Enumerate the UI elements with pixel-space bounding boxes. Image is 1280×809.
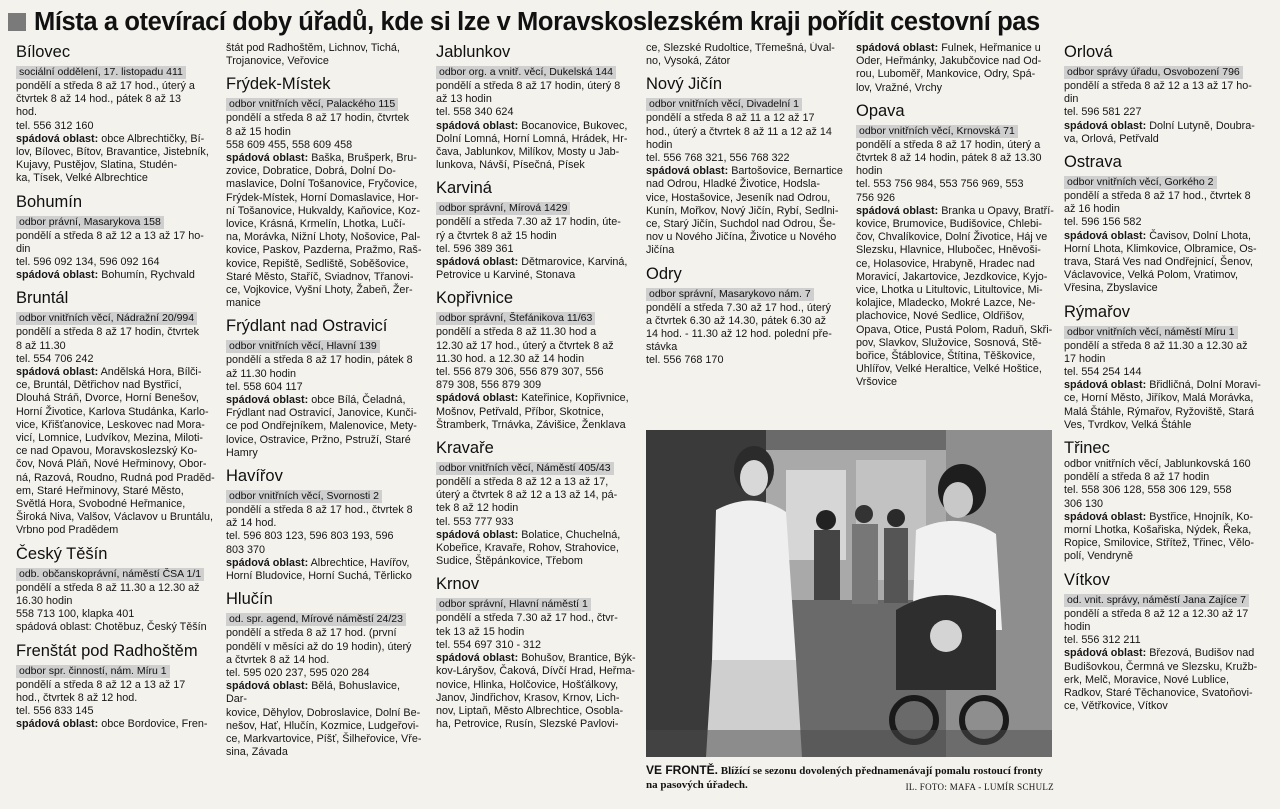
entry-line: Ves, Tvrdkov, Velká Štáhle [1064, 418, 1192, 431]
entry-line: Štramberk, Trnávka, Závišice, Ženklava [436, 418, 626, 431]
office-entry [646, 264, 846, 368]
entry-line: tel. 553 756 984, 553 756 969, 553 [856, 178, 1024, 191]
city-name: Třinec [1064, 439, 1110, 458]
city-name: Karviná [436, 179, 492, 198]
entry-line: 14 hod. - 11.30 až 12 hod. polední pře- [646, 328, 832, 341]
entry-line: pondělí a středa 8 až 12 a 13 až 17 ho- [16, 229, 204, 242]
entry-line: Ropice, Smilovice, Střítež, Třinec, Vělo- [1064, 537, 1255, 550]
headline [8, 4, 1274, 40]
entry-line: kovice, Repiště, Sedliště, Soběšovice, [226, 257, 409, 270]
city-name: Jablunkov [436, 43, 511, 61]
entry-line: Vrbno pod Pradědem [16, 524, 119, 537]
office-entry [436, 574, 636, 731]
area-label: spádová oblast: [436, 119, 519, 132]
entry-line: pondělí a středa 8 až 17 hod., úterý a [16, 80, 195, 92]
area-label: spádová oblast: [436, 652, 519, 665]
area-label: spádová oblast: [226, 556, 309, 569]
office-entry [436, 178, 636, 282]
entry-line: pondělí a středa 7.30 až 17 hod., čtvr- [436, 612, 618, 625]
column-4 [646, 42, 846, 422]
city-name: Nový Jičín [646, 75, 723, 94]
entry-line: bořice, Štáblovice, Štítina, Těškovice, [856, 350, 1036, 363]
entry-line: din [1064, 93, 1079, 106]
entry-line: ní Tošanovice, Hukvaldy, Kaňovice, Koz- [226, 204, 421, 217]
entry-line: tel. 556 879 306, 556 879 307, 556 [436, 366, 604, 379]
headline-square-icon [8, 13, 26, 31]
entry-line: hodin [856, 165, 883, 178]
entry-line: tel. 558 340 624 [436, 106, 514, 119]
office-address: odbor spr. činností, nám. Míru 1 [16, 665, 170, 678]
area-label: spádová oblast: [856, 204, 939, 217]
entry-line: kolajice, Mladecko, Mokré Lazce, Ne- [856, 297, 1036, 310]
area-label: spádová oblast: [226, 394, 309, 407]
entry-line: Dolní Lomná, Horní Lomná, Hrádek, Hr- [436, 132, 628, 145]
area-label: spádová oblast: [1064, 229, 1147, 242]
entry-line: ce, Markvartovice, Píšť, Šilheřovice, Vře- [226, 732, 422, 745]
office-address: odbor správní, Mírová 1429 [436, 202, 570, 215]
entry-line: Opava, Otice, Pustá Polom, Raduň, Skři- [856, 323, 1053, 336]
column-5 [856, 42, 1056, 422]
city-name: Odry [646, 264, 682, 283]
office-address: odbor vnitřních věcí, Palackého 115 [226, 98, 398, 111]
office-address: odbor vnitřních věcí, Nádražní 20/994 [16, 312, 197, 325]
entry-line: polí, Vendryně [1064, 550, 1134, 563]
entry-line: tel. 556 312 211 [1064, 634, 1141, 647]
entry-line: lovice, Krásná, Krmelín, Lhotka, Lučí- [226, 218, 406, 231]
office-entry [646, 42, 846, 68]
office-entry [226, 466, 424, 583]
entry-line: tek 8 až 12 hodin [436, 502, 519, 515]
entry-line: hodin [646, 138, 673, 151]
entry-line: Horní Životice, Karlova Studánka, Karlo- [16, 405, 209, 418]
entry-line: až 13 hodin [436, 93, 492, 106]
entry-line: nov, Liptaň, Město Albrechtice, Osobla- [436, 704, 624, 717]
entry-line: až 16 hodin [1064, 203, 1120, 216]
area-label: spádová oblast: [436, 528, 519, 541]
office-entry [856, 101, 1056, 390]
office-entry [856, 42, 1056, 95]
entry-line: rou, Luboměř, Mankovice, Odry, Spá- [856, 68, 1036, 81]
entry-line: Hamry [226, 446, 258, 459]
city-name: Rýmařov [1064, 302, 1131, 321]
entry-line: pondělí a středa 8 až 12 a 13 až 17 ho- [1064, 80, 1252, 92]
headline-text: Místa a otevírací doby úřadů, kde si lze v Moravskoslezském kraji pořídit cestovní pas [34, 7, 1040, 36]
entry-line: em, Staré Heřminovy, Staré Město, [16, 484, 184, 497]
office-entry [16, 544, 218, 635]
entry-line: spádová oblast: Andělská Hora, Bílči- [16, 366, 202, 379]
entry-line: nešov, Hať, Hlučín, Kozmice, Ludgeřovi- [226, 719, 419, 732]
entry-line: štát pod Radhoštěm, Lichnov, Tichá, [226, 42, 400, 54]
office-address: odbor vnitřních věcí, Svornosti 2 [226, 490, 382, 503]
entry-line: 756 926 [856, 191, 896, 204]
office-address: odbor správy úřadu, Osvobození 796 [1064, 66, 1243, 79]
entry-line: tel. 558 306 128, 558 306 129, 558 [1064, 484, 1232, 497]
city-name: Bohumín [16, 192, 83, 211]
entry-line: 8 až 15 hodin [226, 125, 291, 138]
entry-line: Malá Štáhle, Rýmařov, Ryžoviště, Stará [1064, 405, 1255, 418]
office-entry [1064, 570, 1272, 714]
entry-line: ce nad Opavou, Moravskoslezský Ko- [16, 445, 198, 458]
entry-line: Trojanovice, Veřovice [226, 55, 329, 68]
entry-line: manice [226, 297, 261, 310]
office-entry [436, 288, 636, 432]
entry-line: Horní Lhota, Klimkovice, Olbramice, Os- [1064, 242, 1257, 255]
column-1 [16, 42, 218, 802]
entry-line: spádová oblast: Bohumín, Rychvald [16, 269, 195, 282]
entry-line: spádová oblast: Bohušov, Brantice, Býk- [436, 652, 636, 665]
entry-line: pondělí a středa 8 až 12 a 13 až 17 [16, 678, 186, 691]
office-address: od. vnit. správy, náměstí Jana Zajíce 7 [1064, 594, 1249, 607]
office-address: odbor právní, Masarykova 158 [16, 216, 164, 229]
entry-line: pondělí a středa 8 až 17 hod., čtvrtek 8 [1064, 190, 1251, 203]
column-6 [1064, 42, 1272, 802]
entry-line: Budišovkou, Čermná ve Slezsku, Kružb- [1064, 660, 1258, 673]
entry-line: ce, Vojkovice, Vyšní Lhoty, Žabeň, Žer- [226, 284, 413, 297]
entry-line: úterý a čtvrtek 8 až 12 a 13 až 14, pá- [436, 489, 618, 502]
entry-line: čov, Nová Pláň, Nové Heřminovy, Obor- [16, 458, 207, 471]
entry-line: 12.30 až 17 hod., úterý a čtvrtek 8 až [436, 339, 614, 352]
city-name: Havířov [226, 467, 283, 486]
entry-line: hod., úterý a čtvrtek 8 až 11 a 12 až 14 [646, 125, 832, 138]
area-label: spádová oblast: [226, 152, 309, 165]
entry-line: vice, Hostašovice, Jeseník nad Odrou, [646, 191, 831, 204]
office-address: odbor org. a vnitř. věcí, Dukelská 144 [436, 66, 616, 79]
entry-line: rý a čtvrtek 8 až 15 hodin [436, 229, 557, 242]
entry-line: pondělí a středa 8 až 17 hodin, čtvrtek [16, 326, 200, 339]
entry-line: spádová oblast: Dětmarovice, Karviná, [436, 256, 628, 269]
area-label: spádová oblast: [856, 42, 939, 54]
entry-line: hodin [1064, 620, 1091, 633]
entry-line: pov, Slavkov, Služovice, Sosnová, Stě- [856, 336, 1042, 349]
office-entry [226, 42, 424, 68]
entry-line: erk, Melč, Moravice, Nové Lublice, [1064, 673, 1230, 686]
office-entry [16, 641, 218, 732]
city-name: Opava [856, 101, 905, 120]
office-entry [226, 74, 424, 310]
entry-line: spádová oblast: Březová, Budišov nad [1064, 647, 1255, 660]
photo-credit: IL. FOTO: MAFA - LUMÍR SCHULZ [905, 782, 1054, 792]
office-address: odbor vnitřních věcí, Divadelní 1 [646, 98, 802, 111]
entry-line: spádová oblast: Bystřice, Hnojník, Ko- [1064, 510, 1254, 523]
entry-line: Radkov, Staré Těchanovice, Svatoňovi- [1064, 686, 1253, 699]
office-entry [1064, 302, 1272, 432]
entry-line: morní Lhotka, Košařiska, Nýdek, Řeka, [1064, 524, 1252, 537]
office-entry [1064, 42, 1272, 146]
entry-line: pondělí a středa 8 až 11.30 a 12.30 až [1064, 339, 1248, 352]
city-name: Hlučín [226, 590, 273, 609]
city-name: Bruntál [16, 289, 69, 308]
entry-line: lovice, Ostravice, Pržno, Pstruží, Staré [226, 433, 411, 446]
entry-line: až 11.30 hodin [226, 367, 297, 380]
city-name: Český Těšín [16, 544, 108, 563]
entry-line: Světlá Hora, Svobodné Heřmanice, Široká Niva, Valšov, Václavov u Bruntálu, [16, 498, 214, 524]
office-entry [16, 288, 218, 537]
entry-line: pondělí a středa 7.30 až 17 hod., úterý [646, 301, 831, 314]
entry-line: tel. 554 706 242 [16, 352, 94, 365]
entry-line: novice, Hlinka, Holčovice, Hošťálkovy, [436, 678, 619, 691]
entry-line: ce pod Ondřejníkem, Malenovice, Mety- [226, 420, 417, 433]
entry-line: ce, Slezské Rudoltice, Třemešná, Úval- [646, 42, 835, 54]
entry-line: čov, Chvalíkovice, Dolní Životice, Háj ve [856, 231, 1048, 244]
city-name: Frenštát pod Radhoštěm [16, 641, 198, 660]
entry-line: tel. 554 254 144 [1064, 366, 1142, 379]
entry-line: Oder, Heřmánky, Jakubčovice nad Od- [856, 55, 1042, 68]
entry-line: Kunín, Mořkov, Nový Jičín, Rybí, Sedlni- [646, 204, 839, 217]
entry-line: Dlouhá Stráň, Dvorce, Horní Benešov, [16, 392, 199, 405]
entry-line: Kobeřice, Kravaře, Rohov, Strahovice, [436, 542, 619, 555]
entry-line: spádová oblast: Bělá, Bohuslavice, Dar- [226, 680, 401, 706]
entry-line: kovice, Děhylov, Dobroslavice, Dolní Be- [226, 706, 421, 719]
entry-line: pondělí v měsíci až do 19 hodin), úterý [226, 640, 412, 653]
area-label: spádová oblast: [16, 132, 99, 145]
entry-line: Slezsku, Hlavnice, Hlubočec, Hněvoši- [856, 244, 1041, 257]
entry-line: tel. 596 156 582 [1064, 216, 1142, 229]
entry-line: Petrovice u Karviné, Stonava [436, 269, 576, 282]
entry-line: spádová oblast: Bocanovice, Bukovec, [436, 119, 628, 132]
entry-line: hod. [16, 106, 38, 119]
area-label: spádová oblast: [16, 366, 99, 379]
entry-line: nov u Nového Jičína, Životice u Nového [646, 231, 837, 244]
city-name: Ostrava [1064, 153, 1122, 172]
entry-line: vice, Lhotka u Litultovic, Litultovice, Mi- [856, 284, 1043, 297]
office-address: odbor správní, Štefánikova 11/63 [436, 312, 595, 325]
office-entry [436, 438, 636, 568]
entry-line: spádová oblast: obce Bordovice, Fren- [16, 718, 208, 731]
entry-line: lov, Vražné, Vrchy [856, 81, 943, 94]
entry-line: na, Morávka, Nižní Lhoty, Nošovice, Pal- [226, 231, 421, 244]
office-entry [226, 589, 424, 759]
entry-line: Jičína [646, 244, 675, 257]
entry-line: a čtvrtek 6.30 až 14.30, pátek 6.30 až [646, 314, 827, 327]
entry-line: zovice, Dobratice, Dobrá, Dolní Do- [226, 165, 396, 178]
entry-line: stávka [646, 341, 678, 354]
entry-line: Sudice, Štěpánkovice, Třebom [436, 555, 583, 568]
office-address: sociální oddělení, 17. listopadu 411 [16, 66, 186, 79]
entry-line: 16.30 hodin [16, 594, 73, 607]
entry-line: Janov, Jindřichov, Krasov, Krnov, Lich- [436, 691, 620, 704]
entry-line: tel. 556 833 145 [16, 704, 94, 717]
entry-line: trava, Stará Ves nad Ondřejnicí, Šenov, [1064, 256, 1253, 269]
office-entry [646, 74, 846, 257]
entry-line: ce, Bruntál, Dětřichov nad Bystřicí, [16, 379, 182, 392]
entry-line: spádová oblast: Chotěbuz, Český Těšín [16, 621, 207, 634]
entry-line: spádová oblast: Čavisov, Dolní Lhota, [1064, 229, 1252, 242]
entry-line: pondělí a středa 8 až 17 hodin [1064, 471, 1210, 484]
entry-line: tel. 596 389 361 [436, 242, 514, 255]
area-label: spádová oblast: [226, 680, 309, 693]
area-label: spádová oblast: [1064, 510, 1147, 523]
city-name: Kravaře [436, 439, 494, 458]
entry-line: Frýdek-Místek, Horní Domaslavice, Hor- [226, 191, 419, 204]
entry-line: pondělí a středa 8 až 11 a 12 až 17 [646, 112, 815, 125]
entry-line: tel. 556 768 321, 556 768 322 [646, 152, 790, 165]
office-entry [436, 42, 636, 172]
entry-line: tel. 554 697 310 - 312 [436, 638, 542, 651]
office-entry [1064, 152, 1272, 296]
entry-line: din [16, 242, 31, 255]
entry-line: spádová oblast: obce Albrechtičky, Bí- [16, 132, 205, 145]
entry-line: Václavovice, Velká Polom, Vratimov, [1064, 269, 1239, 282]
column-3 [436, 42, 636, 802]
entry-line: Frýdlant nad Ostravicí, Janovice, Kunči- [226, 407, 417, 420]
entry-line: čtvrtek 8 až 14 hod., pátek 8 až 13 [16, 93, 182, 106]
entry-line: va, Orlová, Petřvald [1064, 132, 1159, 145]
area-label: spádová oblast: [1064, 119, 1147, 132]
entry-line: hod., čtvrtek 8 až 12 hod. [16, 691, 138, 704]
entry-line: plachovice, Nové Sedlice, Oldřišov, [856, 310, 1025, 323]
entry-line: spádová oblast: Albrechtice, Havířov, [226, 556, 410, 569]
office-address: odbor správní, Masarykovo nám. 7 [646, 288, 814, 301]
entry-line: 306 130 [1064, 497, 1104, 510]
caption-title: VE FRONTĚ. [646, 763, 719, 777]
entry-line: pondělí a středa 8 až 17 hodin, čtvrtek [226, 112, 410, 125]
entry-line: a čtvrtek 8 až 14 hod. [226, 653, 330, 666]
entry-line: pondělí a středa 8 až 12 a 13 až 17, [436, 476, 609, 489]
entry-line: 558 713 100, klapka 401 [16, 608, 135, 621]
entry-line: 17 hodin [1064, 352, 1106, 365]
entry-line: Vršovice [856, 376, 897, 389]
entry-line: spádová oblast: Břidličná, Dolní Moravi- [1064, 379, 1261, 392]
office-address: odbor vnitřních věcí, Náměstí 405/43 [436, 462, 614, 475]
entry-line: tel. 556 768 170 [646, 354, 724, 367]
entry-line: ka, Tísek, Velké Albrechtice [16, 172, 148, 185]
office-entry [16, 192, 218, 283]
entry-line: 879 308, 556 879 309 [436, 379, 542, 392]
entry-line: tel. 596 092 134, 596 092 164 [16, 256, 160, 269]
entry-line: pondělí a středa 8 až 11.30 hod a [436, 326, 597, 339]
entry-line: pondělí a středa 8 až 17 hod., čtvrtek 8 [226, 504, 413, 517]
entry-line: čtvrtek 8 až 14 hodin, pátek 8 až 13.30 [856, 152, 1042, 165]
entry-line: pondělí a středa 8 až 12 a 12.30 až 17 [1064, 607, 1249, 620]
entry-line: spádová oblast: Baška, Brušperk, Bru- [226, 152, 417, 165]
entry-line: kovice, Brumovice, Budišovice, Chlebi- [856, 218, 1043, 231]
entry-line: 8 až 11.30 [16, 339, 66, 352]
entry-line: spádová oblast: Kateřinice, Kopřivnice, [436, 392, 629, 405]
entry-line: lunkova, Návší, Písečná, Písek [436, 159, 585, 172]
entry-line: Vřesina, Zbyslavice [1064, 282, 1158, 295]
city-name: Orlová [1064, 43, 1113, 61]
area-label: spádová oblast: [1064, 647, 1147, 660]
entry-line: maslavice, Dolní Tošanovice, Fryčovice, [226, 178, 418, 191]
caption-text: Blížící se sezonu dovolených přednamenávají pomalu rostoucí fronty na pasových úřadech. [646, 765, 1043, 791]
city-name: Frýdlant nad Ostravicí [226, 317, 388, 336]
office-address: odbor správní, Hlavní náměstí 1 [436, 598, 591, 611]
office-address: odbor vnitřních věcí, Hlavní 139 [226, 340, 380, 353]
queue-photo-image [646, 430, 1052, 757]
entry-line: spádová oblast: Dolní Lutyně, Doubra- [1064, 119, 1255, 132]
entry-line: pondělí a středa 8 až 17 hodin, úterý a [856, 138, 1041, 151]
city-name: Frýdek-Místek [226, 75, 331, 94]
entry-line: tek 13 až 15 hodin [436, 625, 525, 638]
entry-line: pondělí a středa 8 až 17 hodin, úterý 8 [436, 80, 621, 92]
entry-line: ce, Větřkovice, Vítkov [1064, 700, 1168, 713]
entry-line: tel. 553 777 933 [436, 515, 514, 528]
entry-line: sina, Závada [226, 746, 288, 759]
entry-line: 11.30 hod. a 12.30 až 14 hodin [436, 352, 585, 365]
queue-photo [646, 430, 1052, 757]
entry-line: ha, Petrovice, Rusín, Slezské Pavlovi- [436, 718, 619, 731]
entry-line: pondělí a středa 8 až 17 hod. (první [226, 627, 397, 640]
entry-line: spádová oblast: obce Bílá, Čeladná, [226, 394, 406, 407]
photo-caption [646, 763, 1054, 794]
office-entry [226, 316, 424, 460]
entry-line: no, Vysoká, Zátor [646, 55, 731, 68]
area-label: spádová oblast: [436, 392, 519, 405]
area-label: spádová oblast: [1064, 379, 1147, 392]
entry-line: ce, Holasovice, Hrabyně, Hradec nad [856, 257, 1035, 270]
city-name: Krnov [436, 575, 480, 594]
entry-line: tel. 596 803 123, 596 803 193, 596 [226, 530, 394, 543]
entry-line: Uhlířov, Velké Heraltice, Velké Hoštice, [856, 363, 1042, 376]
office-address: odbor vnitřních věcí, Gorkého 2 [1064, 176, 1217, 189]
entry-line: čava, Jablunkov, Milíkov, Mosty u Jab- [436, 146, 620, 159]
area-label: spádová oblast: [646, 165, 729, 178]
entry-line: spádová oblast: Fulnek, Heřmanice u [856, 42, 1041, 54]
entry-line: tel. 558 604 117 [226, 380, 303, 393]
entry-line: tel. 556 312 160 [16, 119, 94, 132]
entry-line: pondělí a středa 8 až 17 hodin, pátek 8 [226, 354, 413, 367]
office-address: odb. občanskoprávní, náměstí ČSA 1/1 [16, 568, 204, 581]
entry-line: pondělí a středa 8 až 11.30 a 12.30 až [16, 581, 200, 594]
entry-line: odbor vnitřních věcí, Jablunkovská 160 [1064, 458, 1251, 471]
entry-line: ce, Starý Jičín, Suchdol nad Odrou, Še- [646, 218, 836, 231]
entry-line: vice, Křišťanovice, Leskovec nad Mora- [16, 418, 205, 431]
office-address: odbor vnitřních věcí, náměstí Míru 1 [1064, 326, 1238, 339]
entry-line: Staré Město, Staříč, Sviadnov, Třanovi- [226, 270, 414, 283]
office-entry [16, 42, 218, 186]
entry-line: vicí, Lomnice, Ludvíkov, Mezina, Miloti- [16, 432, 204, 445]
entry-line: 558 609 455, 558 609 458 [226, 138, 353, 151]
entry-line: ce, Horní Město, Jiříkov, Malá Morávka, [1064, 392, 1254, 405]
office-entry [1064, 438, 1272, 564]
entry-line: spádová oblast: Branka u Opavy, Bratří- [856, 204, 1054, 217]
entry-line: ná, Razová, Roudno, Rudná pod Praděd- [16, 471, 215, 484]
area-label: spádová oblast: [436, 256, 519, 269]
city-name: Bílovec [16, 43, 71, 61]
entry-line: spádová oblast: Bolatice, Chuchelná, [436, 528, 621, 541]
entry-line: kovice, Paskov, Pazderna, Pražmo, Raš- [226, 244, 422, 257]
city-name: Kopřivnice [436, 289, 514, 308]
city-name: Vítkov [1064, 570, 1110, 589]
entry-line: kov-Láryšov, Čaková, Dívčí Hrad, Heřma- [436, 665, 635, 678]
entry-line: pondělí a středa 7.30 až 17 hodin, úte- [436, 216, 621, 229]
entry-line: spádová oblast: Bartošovice, Bernartice nad Odrou, Hladké Životice, Hodsla- [646, 165, 843, 191]
office-address: odbor vnitřních věcí, Krnovská 71 [856, 125, 1018, 138]
entry-line: Horní Bludovice, Horní Suchá, Těrlicko [226, 570, 412, 583]
column-2 [226, 42, 424, 802]
entry-line: tel. 596 581 227 [1064, 106, 1142, 119]
entry-line: 803 370 [226, 543, 266, 556]
office-address: od. spr. agend, Mírové náměstí 24/23 [226, 613, 406, 626]
entry-line: tel. 595 020 237, 595 020 284 [226, 666, 370, 679]
area-label: spádová oblast: [16, 269, 99, 282]
area-label: spádová oblast: [16, 718, 99, 731]
entry-line: až 14 hod. [226, 517, 277, 530]
entry-line: Moravicí, Jakartovice, Jezdkovice, Kyjo- [856, 270, 1048, 283]
entry-line: Mošnov, Petřvald, Příbor, Skotnice, [436, 405, 604, 418]
entry-line: lov, Bílovec, Bítov, Bravantice, Jistebník, Kujavy, Pustějov, Slatina, Studén- [16, 146, 209, 172]
